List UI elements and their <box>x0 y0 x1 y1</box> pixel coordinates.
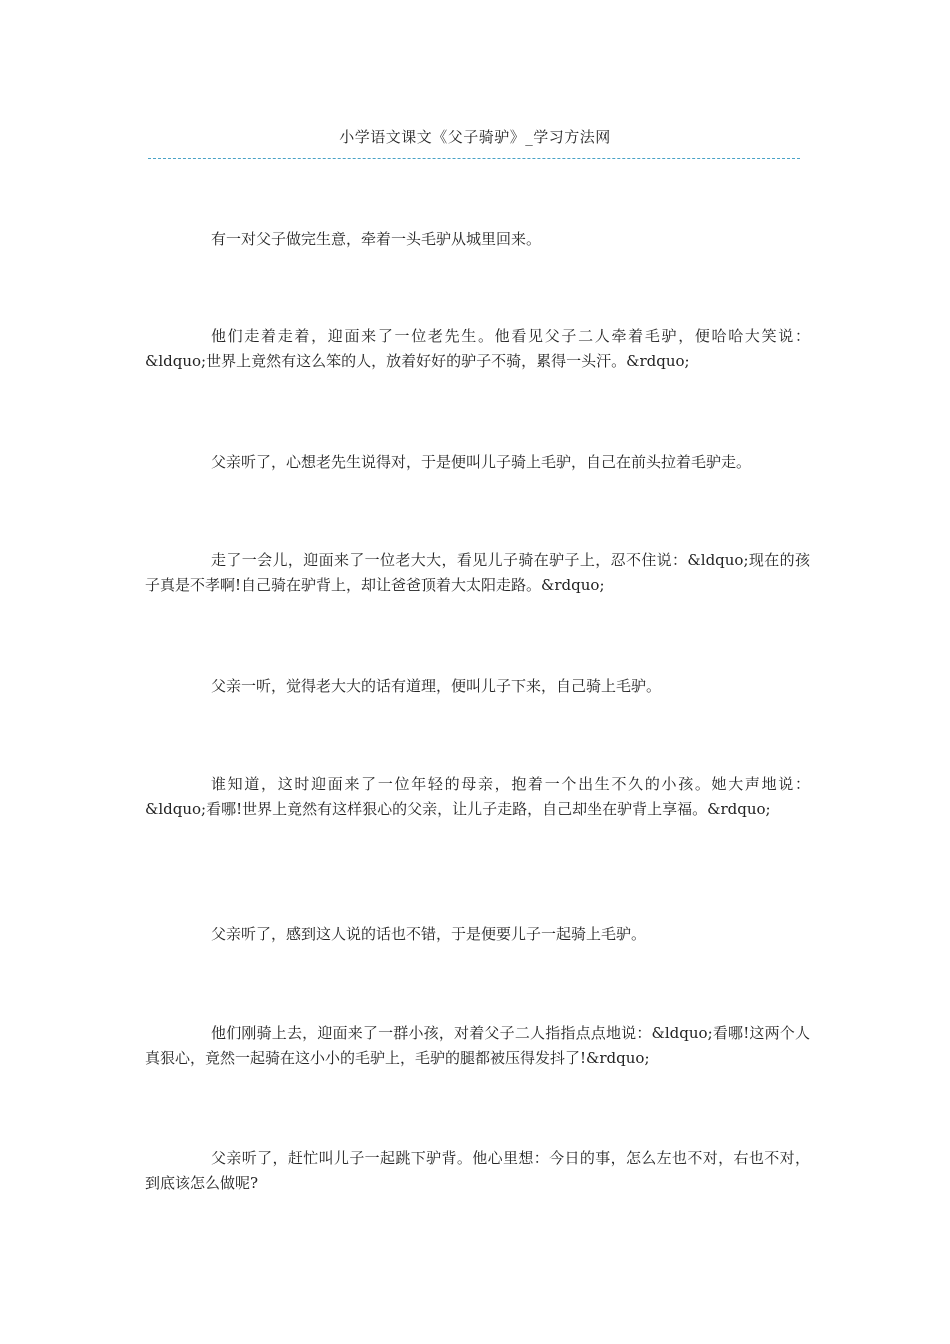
paragraph: 父亲听了，赶忙叫儿子一起跳下驴背。他心里想：今日的事，怎么左也不对，右也不对，到底该怎么做呢? <box>145 1149 810 1192</box>
paragraph: 走了一会儿，迎面来了一位老大大，看见儿子骑在驴子上，忍不住说：&ldquo;现在的孩子真是不孝啊!自己骑在驴背上，却让爸爸顶着大太阳走路。&rdquo; <box>145 551 810 594</box>
paragraph: 谁知道，这时迎面来了一位年轻的母亲，抱着一个出生不久的小孩。她大声地说：&ldquo;看哪!世界上竟然有这样狠心的父亲，让儿子走路，自己却坐在驴背上享福。&rdquo; <box>145 775 810 818</box>
document-title: 小学语文课文《父子骑驴》_学习方法网 <box>339 128 611 146</box>
paragraph: 父亲听了，心想老先生说得对，于是便叫儿子骑上毛驴，自己在前头拉着毛驴走。 <box>211 453 752 471</box>
paragraph: 父亲一听，觉得老大大的话有道理，便叫儿子下来，自己骑上毛驴。 <box>211 677 662 695</box>
title-divider <box>148 158 800 159</box>
paragraph: 有一对父子做完生意，牵着一头毛驴从城里回来。 <box>211 230 542 248</box>
paragraph: 父亲听了，感到这人说的话也不错，于是便要儿子一起骑上毛驴。 <box>211 925 647 943</box>
paragraph: 他们刚骑上去，迎面来了一群小孩，对着父子二人指指点点地说：&ldquo;看哪!这两个人真狠心，竟然一起骑在这小小的毛驴上，毛驴的腿都被压得发抖了!&rdquo; <box>145 1024 810 1067</box>
paragraph: 他们走着走着，迎面来了一位老先生。他看见父子二人牵着毛驴，便哈哈大笑说：&ldquo;世界上竟然有这么笨的人，放着好好的驴子不骑，累得一头汗。&rdquo; <box>145 327 810 370</box>
